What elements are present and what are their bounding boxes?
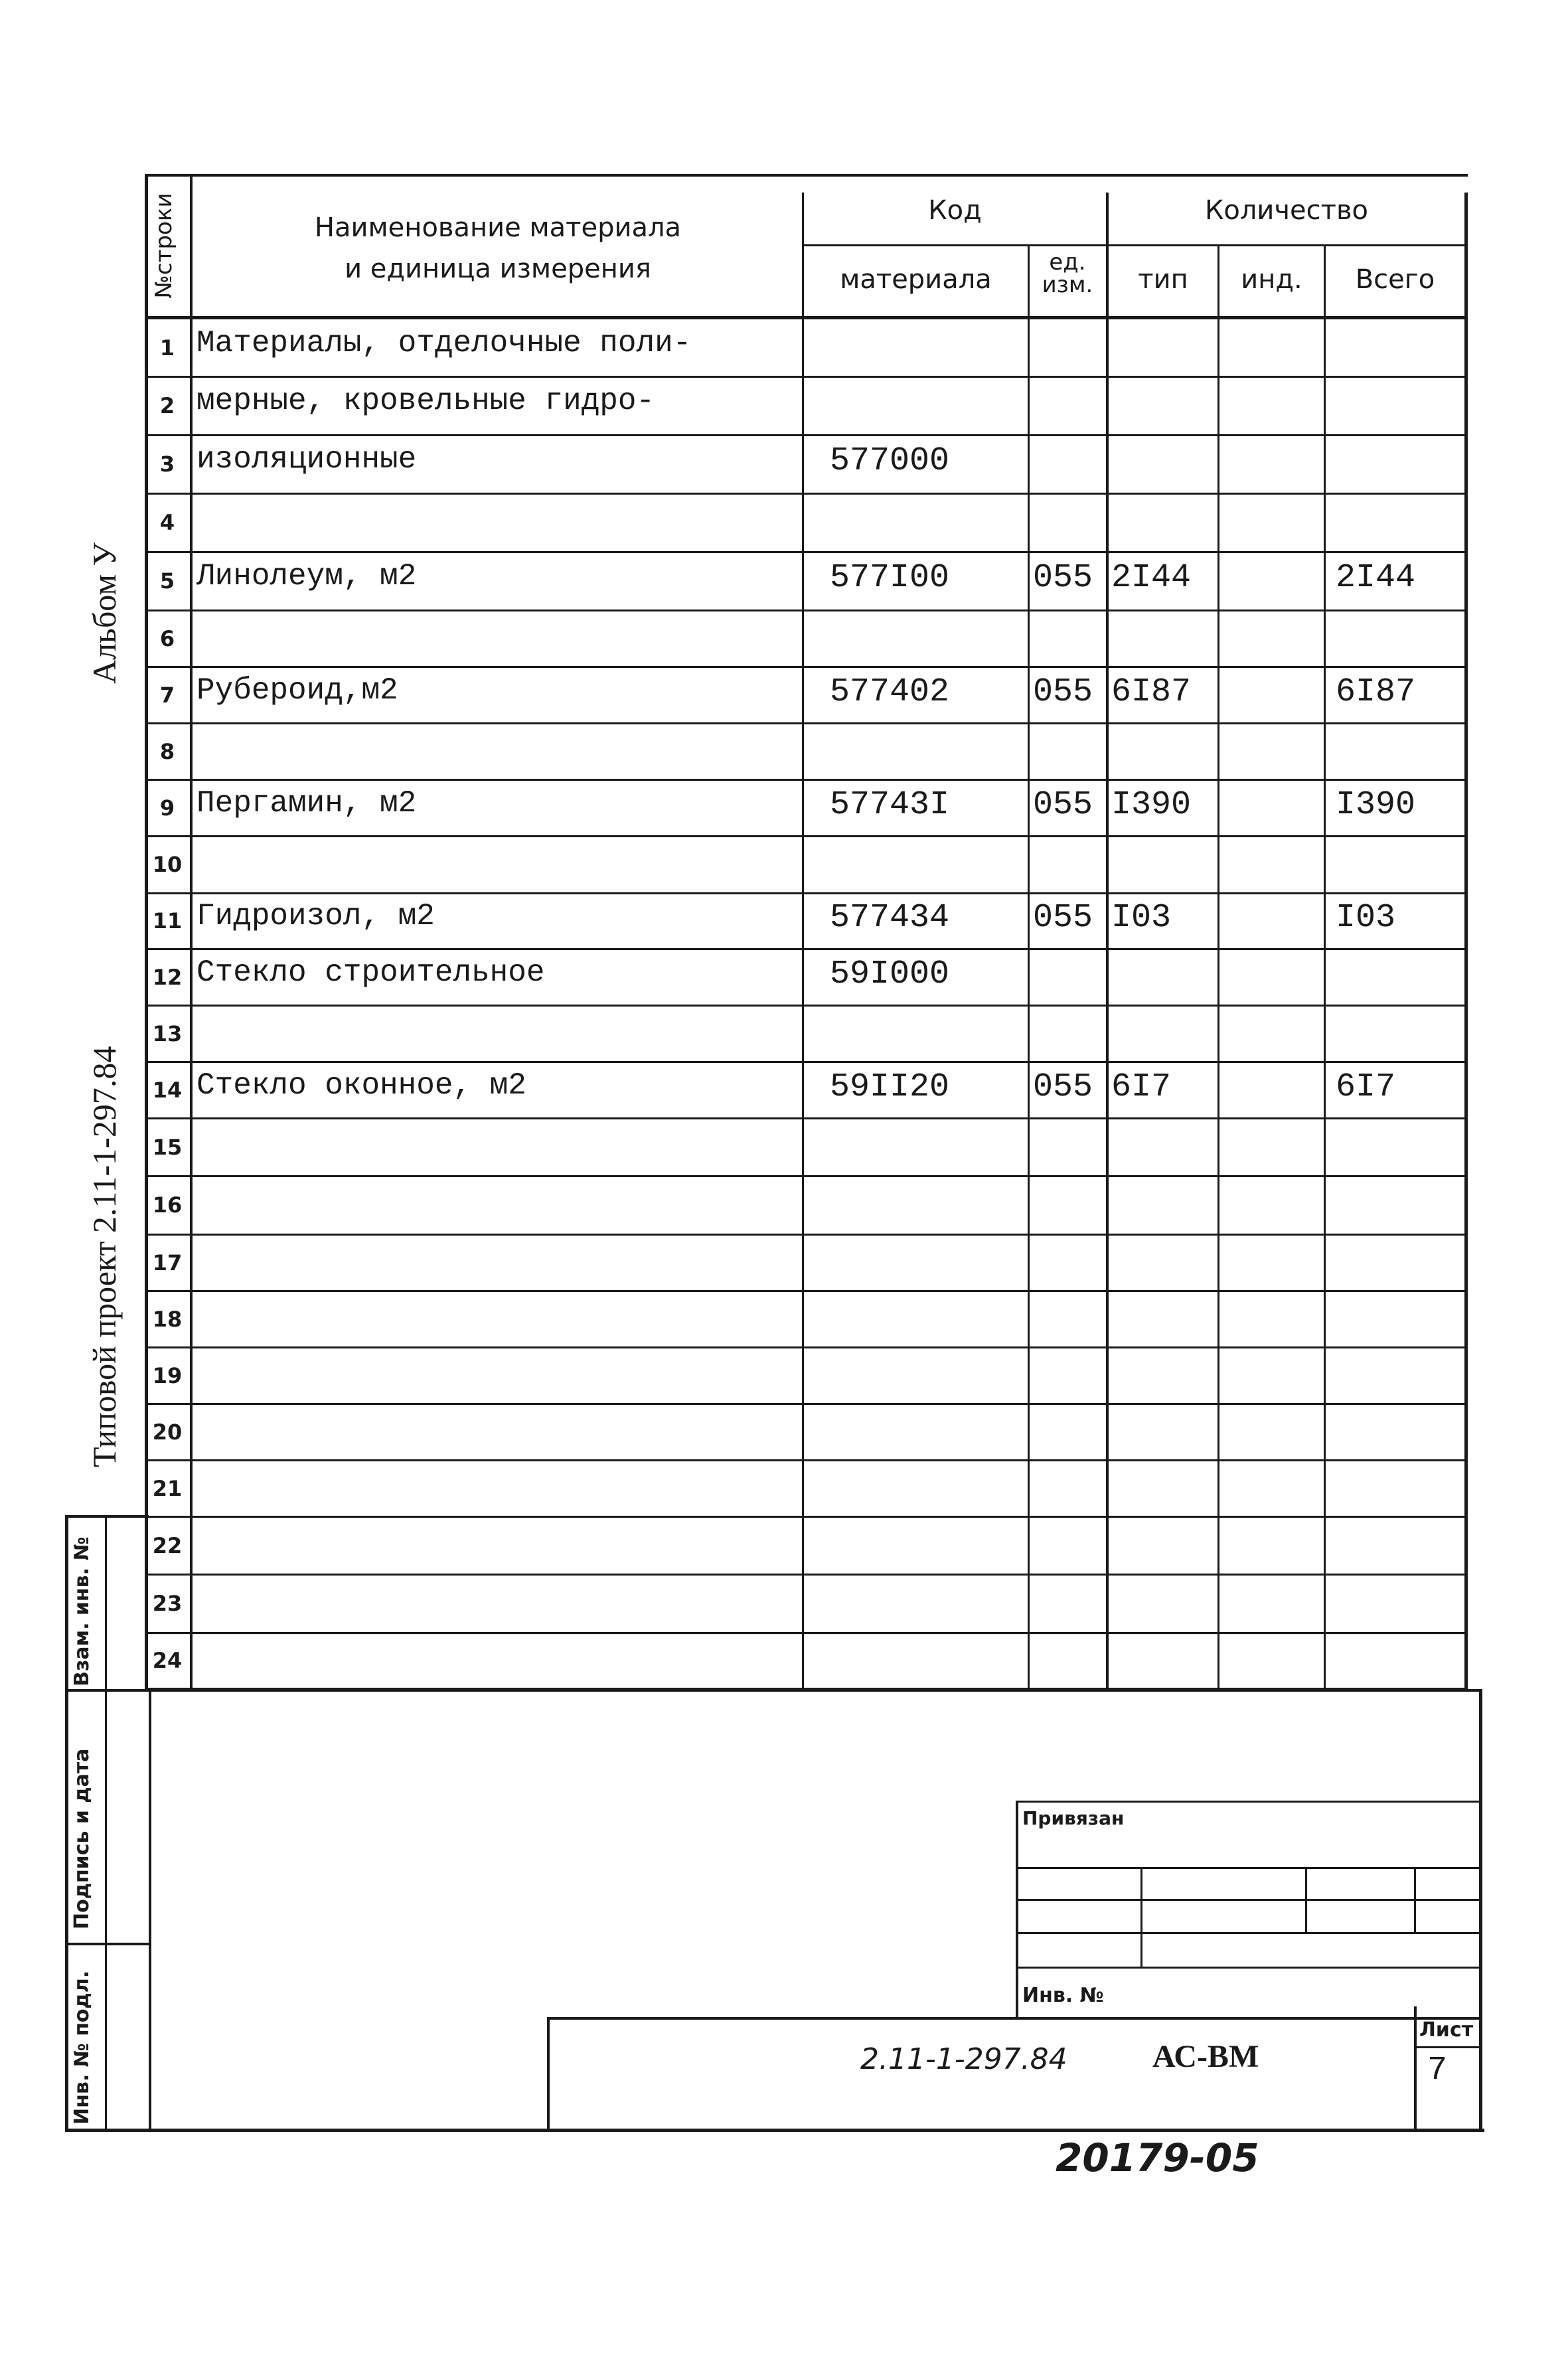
row-divider [145,1574,1468,1576]
row-number: 7 [159,682,175,708]
row-number: 24 [152,1648,183,1673]
row-number-header: №строки [151,193,177,299]
code-unit-header: ед. изм. [1042,249,1093,298]
stamp-col-line [1140,1867,1142,1967]
row-divider [145,722,1468,724]
row-divider [145,892,1468,894]
row-divider [145,1459,1468,1461]
cell-unit: 055 [1033,1068,1093,1106]
qty-ind-header: инд. [1241,264,1302,295]
side-stamp-divider [65,1943,151,1945]
cell-total: 6I7 [1336,1068,1396,1106]
cell-type: I390 [1111,785,1192,824]
header-bottom [145,316,1468,319]
stamp-block-top [1016,1801,1480,1803]
cell-type: 6I87 [1111,673,1192,711]
inv-no-label: Инв. № [1022,1984,1104,2007]
row-divider [145,1175,1468,1177]
row-number: 18 [152,1306,183,1332]
col-divider [1217,246,1219,1692]
row-divider [145,948,1468,950]
row-number: 16 [152,1192,183,1218]
cell-name: Стекло строительное [196,955,545,990]
cell-name: Гидроизол, м2 [196,899,435,933]
qty-type-header: тип [1138,264,1188,295]
row-divider [145,1516,1468,1518]
row-divider [145,493,1468,495]
cell-code: 577I00 [830,559,950,597]
qty-group-header: Количество [1204,195,1368,226]
cell-name: Стекло оконное, м2 [196,1068,526,1103]
cell-code: 577434 [830,899,950,937]
row-number: 23 [152,1591,183,1616]
cell-type: 6I7 [1111,1068,1172,1106]
header-divider [802,244,1468,246]
cell-name: Материалы, отделочные поли- [196,325,692,361]
row-divider [145,376,1468,378]
podpis-data-label: Подпись и дата [70,1748,94,1929]
row-number: 22 [152,1532,183,1558]
sheet-label: Лист [1419,2018,1474,2042]
row-divider [145,1005,1468,1007]
stamp-row-line [1016,1867,1480,1869]
sheet-number: 7 [1427,2052,1448,2089]
row-divider [145,1632,1468,1634]
row-number: 4 [159,510,175,535]
row-divider [145,1234,1468,1236]
inv-podl-label: Инв. № подл. [70,1970,94,2125]
row-number: 19 [152,1362,183,1388]
stamp-right-border [1479,1689,1482,2131]
doc-code: 2.11-1-297.84 [860,2042,1067,2076]
stamp-row-line [1016,1899,1480,1901]
privyazan-label: Привязан [1022,1807,1125,1829]
cell-name: Пергамин, м2 [196,785,417,821]
cell-code: 59II20 [830,1068,950,1106]
row-divider [145,434,1468,436]
stamp-col-line [1414,1867,1416,1933]
cell-unit: 055 [1033,899,1093,937]
row-divider [145,551,1468,553]
album-label: Альбом У [86,542,123,684]
cell-name: мерные, кровельные гидро- [196,384,655,418]
cell-total: 2I44 [1336,559,1416,597]
row-number: 10 [152,852,183,877]
row-number: 1 [159,335,175,361]
row-number: 20 [152,1419,183,1445]
row-divider [145,1061,1468,1063]
col-divider [1324,246,1326,1692]
cell-unit: 055 [1033,785,1093,824]
vzam-inv-label: Взам. инв. № [70,1536,94,1686]
row-number: 13 [152,1020,183,1046]
side-stamp-col [149,1689,151,2131]
stamp-top-line [65,1689,1481,1692]
stamp-row-line [1016,1967,1480,1969]
cell-total: I390 [1336,785,1416,824]
row-number: 11 [152,908,183,933]
row-number: 6 [159,625,175,651]
cell-type: 2I44 [1111,559,1192,597]
cell-unit: 055 [1033,673,1093,711]
row-number: 14 [152,1077,183,1103]
table-border-right [1464,193,1468,1692]
col-divider [1106,193,1109,1692]
name-header-line1: Наименование материала [314,212,682,243]
row-divider [145,1290,1468,1292]
col-divider [802,193,804,1692]
side-stamp-col [105,1515,107,2131]
cell-name: изоляционные [196,442,417,477]
col-divider [1028,246,1030,1692]
stamp-block-left [1016,1801,1018,2020]
row-divider [145,1117,1468,1119]
sheet-box-divider [1414,2006,1417,2131]
name-header-line2: и единица измерения [345,254,651,284]
row-divider [145,1346,1468,1348]
row-number: 12 [152,964,183,990]
cell-total: 6I87 [1336,673,1416,711]
row-divider [145,1403,1468,1405]
row-number: 5 [159,568,175,594]
stamp-row-line [1016,1932,1480,1934]
row-number: 17 [152,1250,183,1275]
code-group-header: Код [928,195,982,226]
page-bottom-line [65,2129,1484,2132]
row-number: 3 [159,451,175,477]
code-material-header: материала [840,264,992,295]
row-divider [145,779,1468,781]
row-divider [145,609,1468,611]
row-number: 2 [159,393,175,418]
cell-unit: 055 [1033,559,1093,597]
cell-name: Линолеум, м2 [196,559,417,594]
row-number: 9 [159,795,175,821]
side-stamp-top [65,1515,149,1518]
qty-total-header: Всего [1355,264,1435,295]
row-divider [145,835,1468,837]
row-divider [145,666,1468,668]
doc-code-box-top [547,2017,1482,2020]
col-divider [190,174,193,1692]
cell-name: Рубероид,м2 [196,673,398,708]
table-border-top [145,174,1468,177]
doc-suffix: АС-ВМ [1152,2039,1259,2074]
stamp-col-line [1305,1867,1307,1933]
cell-code: 57743I [830,785,950,824]
cell-total: I03 [1336,899,1396,937]
project-label: Типовой проект 2.11-1-297.84 [86,1046,123,1467]
cell-type: I03 [1111,899,1172,937]
row-number: 21 [152,1475,183,1501]
footer-number: 20179-05 [1056,2135,1259,2180]
side-stamp-border [65,1515,68,2131]
cell-code: 59I000 [830,955,950,993]
cell-code: 577000 [830,442,950,480]
row-number: 15 [152,1134,183,1160]
doc-code-box-left [547,2017,550,2131]
cell-code: 577402 [830,673,950,711]
row-number: 8 [159,738,175,764]
sheet-box-line [1414,2046,1480,2048]
